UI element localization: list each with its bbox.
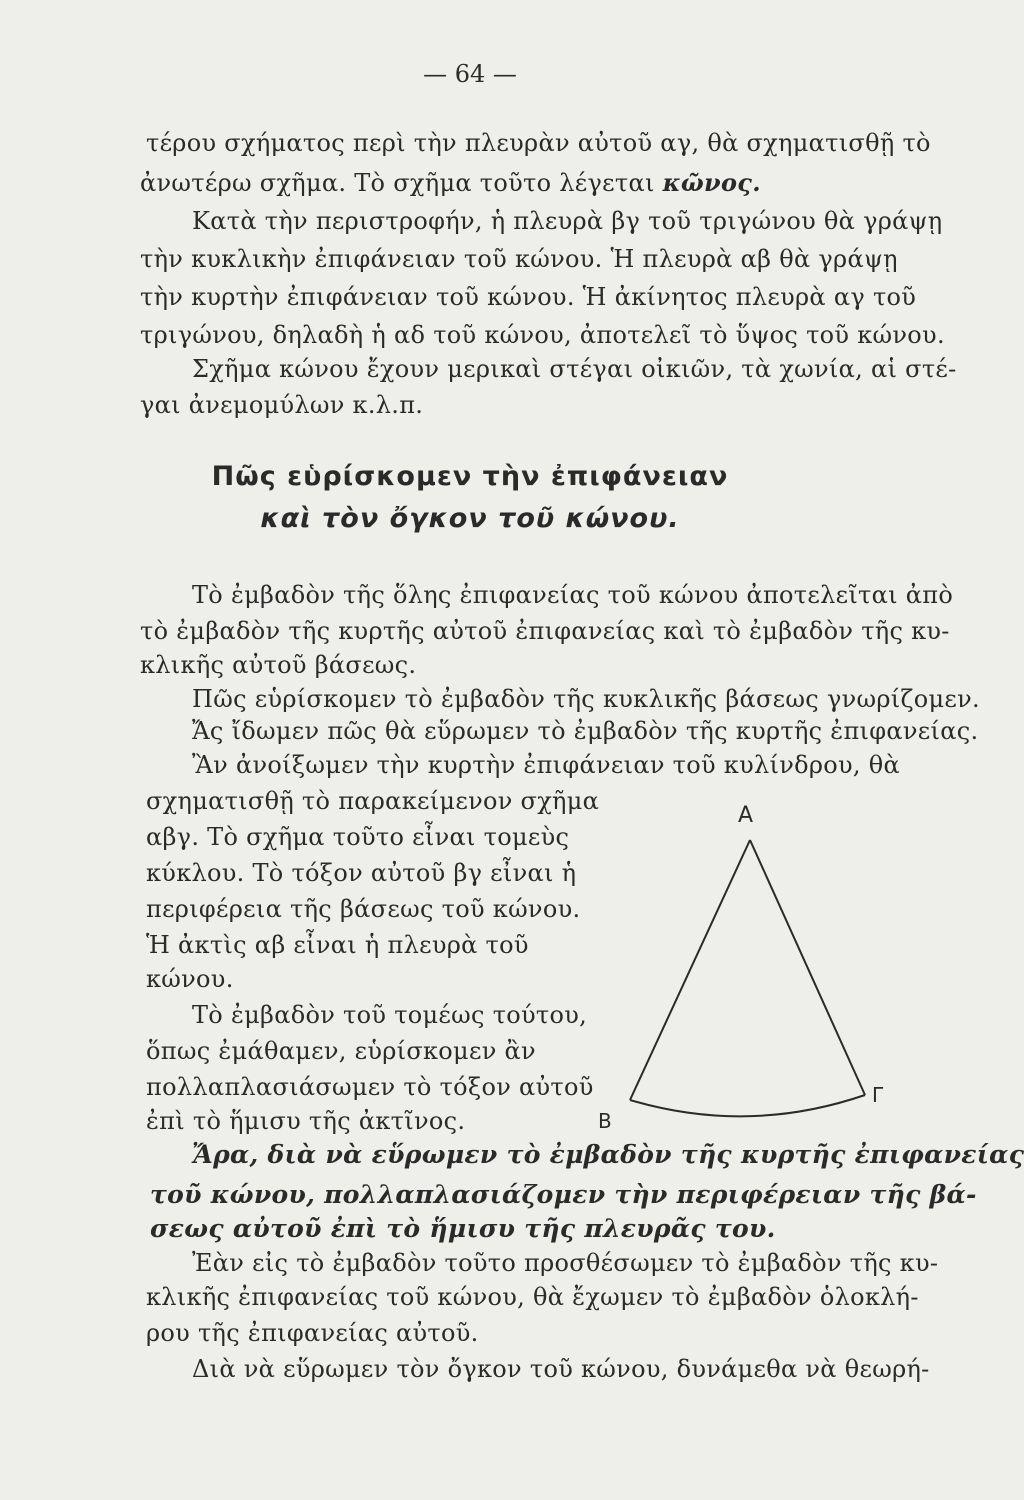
radius-ag [750, 840, 865, 1095]
text-line: περιφέρεια τῆς βάσεως τοῦ κώνου. [146, 895, 581, 923]
text-line: Πῶς εὑρίσκομεν τὸ ἐμβαδὸν τῆς κυκλικῆς βάσεως γνωρίζομεν. [192, 685, 980, 713]
term-cone: κῶνος. [662, 168, 761, 197]
label-g: Γ [872, 1083, 884, 1107]
text-line: τὴν κυρτὴν ἐπιφάνειαν τοῦ κώνου. Ἡ ἀκίνητος πλευρὰ αγ τοῦ [140, 283, 917, 311]
rule-line: σεως αὐτοῦ ἐπὶ τὸ ἥμισυ τῆς πλευρᾶς του. [150, 1214, 776, 1243]
text-line: Τὸ ἐμβαδὸν τοῦ τομέως τούτου, [192, 1001, 588, 1029]
arc-bg [630, 1095, 865, 1116]
section-heading-line: Πῶς εὑρίσκομεν τὴν ἐπιφάνειαν [211, 461, 729, 492]
text-span: ἀνωτέρω σχῆμα. Τὸ σχῆμα τοῦτο λέγεται [140, 169, 663, 197]
text-line: Ἄς ἴδωμεν πῶς θὰ εὕρωμεν τὸ ἐμβαδὸν τῆς κυρτῆς ἐπιφανείας. [192, 717, 979, 745]
label-b: B [598, 1109, 612, 1133]
text-line: κώνου. [146, 965, 234, 993]
text-line: γαι ἀνεμομύλων κ.λ.π. [140, 391, 424, 419]
text-line: κλικῆς αὐτοῦ βάσεως. [140, 651, 417, 679]
text-line: αβγ. Τὸ σχῆμα τοῦτο εἶναι τομεὺς [146, 823, 570, 851]
text-line: κλικῆς ἐπιφανείας τοῦ κώνου, θὰ ἔχωμεν τὸ ἐμβαδὸν ὁλοκλή- [146, 1283, 919, 1311]
text-line: Ἡ ἀκτὶς αβ εἶναι ἡ πλευρὰ τοῦ [146, 931, 529, 959]
text-line: Σχῆμα κώνου ἔχουν μερικαὶ στέγαι οἰκιῶν, τὰ χωνία, αἱ στέ- [192, 355, 957, 383]
section-heading-line: καὶ τὸν ὄγκον τοῦ κώνου. [260, 503, 680, 534]
text-line: τέρου σχήματος περὶ τὴν πλευρὰν αὐτοῦ αγ, θὰ σχηματισθῇ τὸ [146, 129, 931, 157]
text-line: τὴν κυκλικὴν ἐπιφάνειαν τοῦ κώνου. Ἡ πλευρὰ αβ θὰ γράψῃ [140, 245, 898, 273]
text-line: ὅπως ἐμάθαμεν, εὑρίσκομεν ἂν [146, 1037, 536, 1065]
text-line: Κατὰ τὴν περιστροφήν, ἡ πλευρὰ βγ τοῦ τριγώνου θὰ γράψῃ [192, 207, 943, 235]
text-line: Ἂν ἀνοίξωμεν τὴν κυρτὴν ἐπιφάνειαν τοῦ κυλίνδρου, θὰ [192, 751, 901, 779]
radius-ab [630, 840, 750, 1100]
text-line: Ἐὰν εἰς τὸ ἐμβαδὸν τοῦτο προσθέσωμεν τὸ ἐμβαδὸν τῆς κυ- [192, 1249, 939, 1277]
text-line: Τὸ ἐμβαδὸν τῆς ὅλης ἐπιφανείας τοῦ κώνου ἀποτελεῖται ἀπὸ [192, 581, 954, 609]
text-line: τριγώνου, δηλαδὴ ἡ αδ τοῦ κώνου, ἀποτελεῖ τὸ ὕψος τοῦ κώνου. [140, 321, 945, 349]
text-line: σχηματισθῇ τὸ παρακείμενον σχῆμα [146, 787, 600, 815]
sector-diagram [590, 790, 910, 1133]
text-line: κύκλου. Τὸ τόξον αὐτοῦ βγ εἶναι ἡ [146, 859, 577, 887]
rule-line: Ἄρα, διὰ νὰ εὕρωμεν τὸ ἐμβαδὸν τῆς κυρτῆς ἐπιφανείας [192, 1140, 1024, 1169]
text-line: ἐπὶ τὸ ἥμισυ τῆς ἀκτῖνος. [146, 1107, 466, 1135]
page-number: — 64 — [423, 60, 517, 88]
label-apex: A [738, 803, 754, 828]
text-line: Διὰ νὰ εὕρωμεν τὸν ὄγκον τοῦ κώνου, δυνάμεθα νὰ θεωρή- [192, 1355, 930, 1383]
text-line: ρου τῆς ἐπιφανείας αὐτοῦ. [146, 1319, 479, 1347]
text-line [140, 168, 761, 198]
rule-line: τοῦ κώνου, πολλαπλασιάζομεν τὴν περιφέρειαν τῆς βά- [150, 1180, 977, 1209]
text-line: πολλαπλασιάσωμεν τὸ τόξον αὐτοῦ [146, 1073, 594, 1101]
text-line: τὸ ἐμβαδὸν τῆς κυρτῆς αὐτοῦ ἐπιφανείας καὶ τὸ ἐμβαδὸν τῆς κυ- [140, 617, 950, 645]
